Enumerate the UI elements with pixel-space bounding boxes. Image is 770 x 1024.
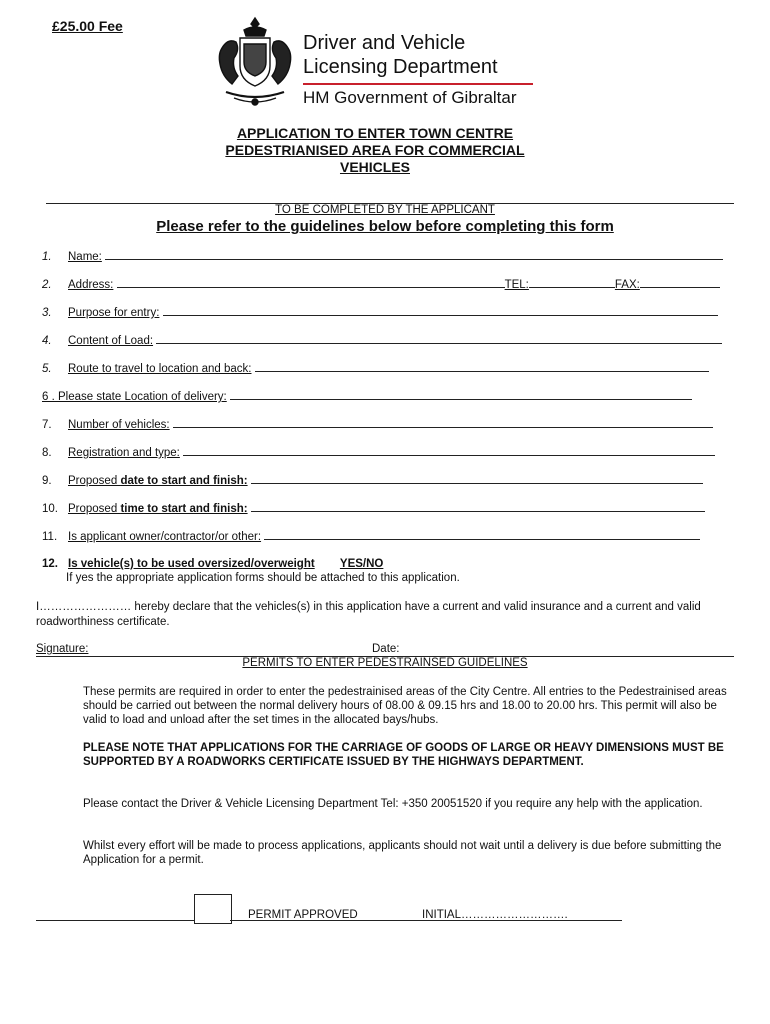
guideline-roadworks-notice: PLEASE NOTE THAT APPLICATIONS FOR THE CARRIAGE OF GOODS OF LARGE OR HEAVY DIMENSIONS MUST BE SUPPORTED BY A ROADWORKS CERTIFICATE ISSUED BY THE HIGHWAYS DEPARTMENT.: [83, 742, 724, 768]
field-address: [42, 276, 720, 292]
guidelines-note: Please refer to the guidelines below before completing this form: [156, 218, 614, 235]
signature-input[interactable]: [100, 642, 368, 654]
field-number-of-vehicles: [42, 416, 713, 432]
field-purpose: [42, 304, 718, 320]
field-number: 2.: [42, 279, 52, 291]
field-label: Name:: [68, 251, 102, 263]
field-label: Registration and type:: [68, 447, 180, 459]
field-number: 1.: [42, 251, 52, 263]
times-input[interactable]: [251, 500, 705, 512]
guidelines-heading: PERMITS TO ENTER PEDESTRAINSED GUIDELINES: [242, 657, 528, 669]
address-input[interactable]: [117, 276, 505, 288]
field-label: Is applicant owner/contractor/or other:: [68, 531, 262, 543]
fax-label: FAX:: [614, 279, 640, 291]
number-of-vehicles-input[interactable]: [173, 416, 713, 428]
fee-label: £25.00 Fee: [52, 18, 123, 34]
applicant-type-input[interactable]: [264, 528, 700, 540]
form-title-line2: PEDESTRIANISED AREA FOR COMMERCIAL: [225, 142, 525, 158]
field-label: Purpose for entry:: [68, 307, 160, 319]
guideline-timing: Whilst every effort will be made to process applications, applicants should not wait until a delivery is due before submitting the Application for a permit.: [83, 840, 722, 866]
org-name-line1: Driver and Vehicle: [303, 32, 466, 54]
org-divider: [303, 83, 533, 85]
field-dates: [42, 472, 703, 488]
permit-approved-checkbox[interactable]: [194, 894, 232, 924]
registration-input[interactable]: [183, 444, 715, 456]
field-number: 8.: [42, 447, 52, 459]
section-label: TO BE COMPLETED BY THE APPLICANT: [275, 204, 495, 216]
date-label: Date:: [372, 643, 400, 655]
initial-field[interactable]: INITIAL……………………….: [422, 909, 568, 921]
field-content-of-load: [42, 332, 722, 348]
content-of-load-input[interactable]: [156, 332, 722, 344]
field-location: [42, 388, 692, 404]
tel-label: TEL:: [504, 279, 529, 291]
route-input[interactable]: [255, 360, 709, 372]
field-number: 12.: [42, 558, 58, 570]
field-label: Route to travel to location and back:: [68, 363, 252, 375]
field-registration: [42, 444, 715, 460]
gibraltar-crest-icon: [214, 14, 296, 108]
field-number: 11.: [42, 531, 58, 543]
org-name-line2: Licensing Department: [303, 56, 498, 78]
signature-row: [36, 642, 734, 657]
form-title-line3: VEHICLES: [339, 159, 410, 175]
field-number: 5.: [42, 363, 52, 375]
date-input[interactable]: [406, 642, 612, 654]
location-input[interactable]: [230, 388, 692, 400]
field-label: 6 . Please state Location of delivery:: [42, 391, 227, 403]
permit-approved-label: PERMIT APPROVED: [248, 909, 358, 921]
dates-input[interactable]: [251, 472, 703, 484]
field-number: 4.: [42, 335, 52, 347]
field-label: Is vehicle(s) to be used oversized/overweight: [68, 558, 315, 570]
field-number: 9.: [42, 475, 52, 487]
oversized-note: If yes the appropriate application forms should be attached to this application.: [66, 572, 460, 584]
field-label: Content of Load:: [68, 335, 154, 347]
guideline-hours: These permits are required in order to enter the pedestrainised areas of the City Centre. All entries to the Pedestrainised areas should be carried out between the normal delivery hours of 08.00 & 09.15 hrs and 18.00 to 20.00 hrs. This permit will also be valid to load and unload after the set times in the allocated bays/hubs.: [83, 686, 727, 726]
field-number: 7.: [42, 419, 52, 431]
field-number: 3.: [42, 307, 52, 319]
field-oversized: [42, 556, 383, 572]
field-label: Address:: [68, 279, 114, 291]
field-label-bold: date to start and finish:: [120, 475, 248, 487]
field-number: 10.: [42, 503, 58, 515]
declaration-text: I…………………… hereby declare that the vehicles(s) in this application have a current and valid insurance and a current and valid roadworthiness certificate.: [36, 601, 701, 628]
field-label: Number of vehicles:: [68, 419, 170, 431]
guideline-contact: Please contact the Driver & Vehicle Licensing Department Tel: +350 20051520 if you require any help with the application.: [83, 798, 703, 810]
tel-input[interactable]: [529, 276, 615, 288]
form-title-line1: APPLICATION TO ENTER TOWN CENTRE: [236, 125, 514, 141]
field-times: [42, 500, 705, 516]
org-government: HM Government of Gibraltar: [303, 88, 517, 107]
field-applicant-type: [42, 528, 700, 544]
yes-no-option[interactable]: YES/NO: [339, 558, 384, 570]
field-route: [42, 360, 709, 376]
field-label: Proposed: [68, 503, 121, 515]
field-name: [42, 248, 723, 264]
field-label-bold: time to start and finish:: [120, 503, 248, 515]
footer-rule: [36, 920, 194, 921]
name-input[interactable]: [105, 248, 723, 260]
signature-label: Signature:: [36, 643, 89, 655]
fax-input[interactable]: [640, 276, 720, 288]
purpose-input[interactable]: [163, 304, 718, 316]
field-label: Proposed: [68, 475, 121, 487]
